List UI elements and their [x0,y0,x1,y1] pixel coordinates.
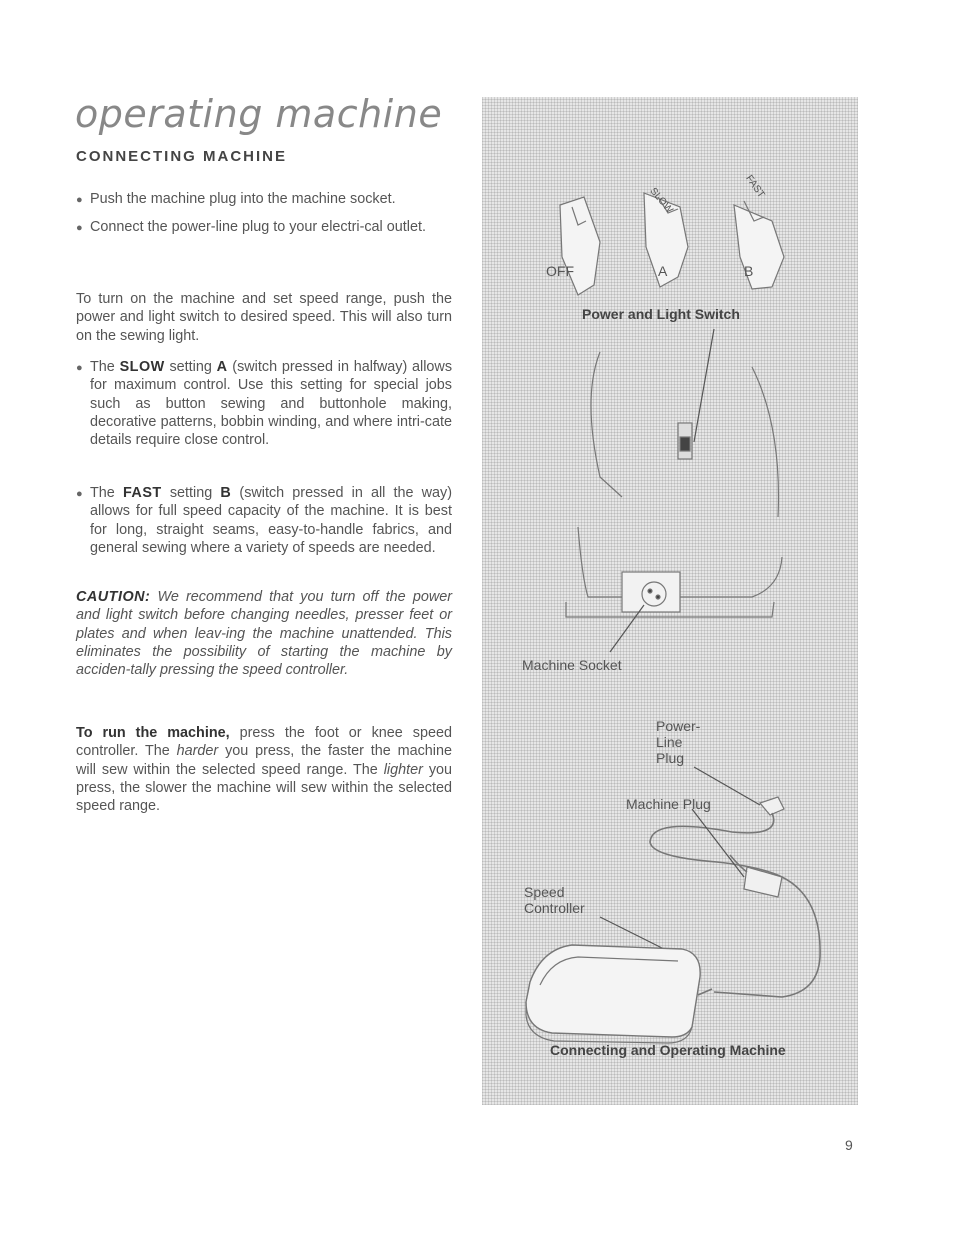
bullet-icon: ● [76,194,83,206]
label-off: OFF [546,263,574,279]
list-item [76,358,452,449]
caution-note [76,588,452,679]
label-power-line-plug: Power- Line Plug [656,718,701,766]
list-item [76,218,452,237]
slow-letter: A [216,359,228,375]
list-item [76,190,452,209]
label-power-light-switch: Power and Light Switch [582,306,740,322]
power-line-plug-drawing [760,797,784,815]
switch-off-drawing [560,197,600,295]
slow-setting [76,358,452,449]
list-item-text: The SLOW setting A (switch pressed in halfway) allows for maximum control. Use this setting for special jobs such as button sewing and buttonhole making, decorative patterns, bobbin winding, and where intri-cate details require close control. [90,359,453,449]
list-item-text: Push the machine plug into the machine socket. [90,191,396,207]
run-label: To run the machine, [76,725,230,741]
fast-letter: B [220,485,232,501]
list-item [76,484,452,557]
fast-setting [76,484,452,557]
bullet-icon: ● [76,362,83,374]
caution-label: CAUTION: [76,589,151,605]
paragraph-turn-on [76,290,452,345]
label-slow: SLOW [647,185,675,216]
label-machine-plug: Machine Plug [626,796,711,812]
machine-plug-drawing [744,867,782,897]
slow-keyword: SLOW [119,359,165,375]
label-speed-controller: Speed Controller [524,884,585,916]
label-a: A [658,263,668,279]
connecting-operating-illustration [482,97,858,1105]
list-item-text: The FAST setting B (switch pressed in all the way) allows for full speed capacity of the machine. It is best for long, straight seams, easy-to-handle fabrics, and general sewing where a variety of speeds are needed. [90,485,452,556]
bullet-icon: ● [76,488,83,500]
figure-caption: Connecting and Operating Machine [550,1042,786,1058]
list-item-text: Connect the power-line plug to your electri-cal outlet. [90,219,426,236]
section-heading: CONNECTING MACHINE [76,148,287,165]
run-machine-paragraph: To run the machine, press the foot or knee speed controller. The harder you press, the faster the machine will sew within the selected speed range. The lighter you press, the slower the machine will sew within the selected speed range. [76,725,453,815]
paragraph-text: To turn on the machine and set speed range, push the power and light switch to desired speed. This will also turn on the sewing light. [76,291,452,344]
bullet-icon: ● [76,222,83,235]
label-fast: FAST [743,173,767,201]
page-title: operating machine [75,92,443,136]
label-b: B [744,263,754,279]
machine-body-drawing [591,352,622,497]
illustration-drawing [482,97,858,1105]
label-machine-socket: Machine Socket [522,657,622,673]
fast-keyword: FAST [122,485,162,501]
caution-text: We recommend that you turn off the power and light switch before changing needles, presser feet or plates and when leav-ing the machine unattended. This eliminates the possibility of starting the machine by acciden-tally pressing the speed controller. [76,589,453,679]
switch-b-drawing [734,205,784,289]
bullet-list-connect [76,190,452,238]
page-number: 9 [845,1137,853,1153]
